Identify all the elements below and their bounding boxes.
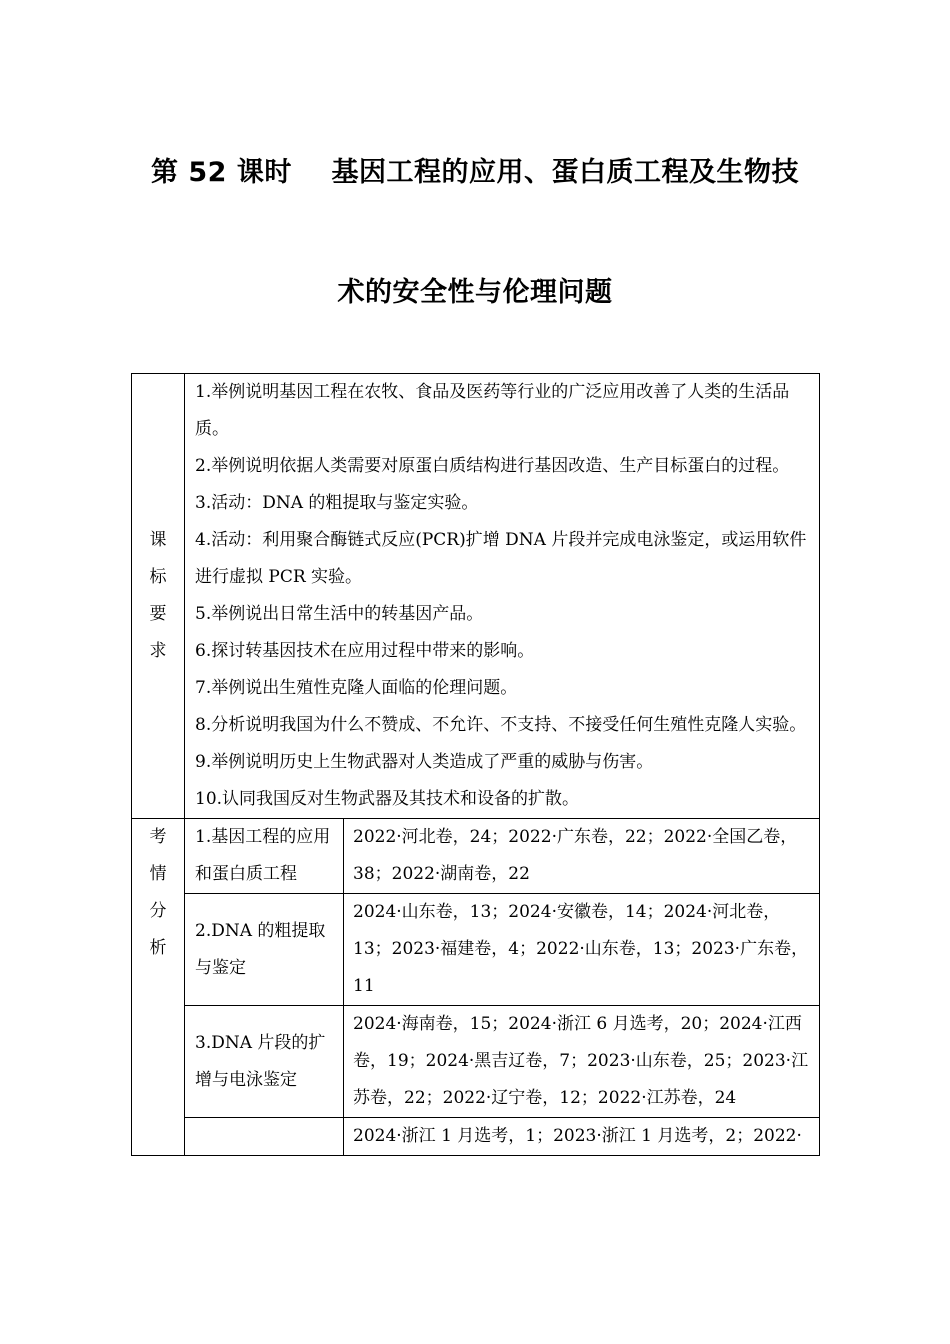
page-title-line-1: 第 52 课时 基因工程的应用、蛋白质工程及生物技 [151,157,799,188]
standard-item: 8.分析说明我国为什么不赞成、不允许、不支持、不接受任何生殖性克隆人实验。 [195,715,807,735]
standard-item: 1.举例说明基因工程在农牧、食品及医药等行业的广泛应用改善了人类的生活品质。 [195,382,790,439]
label-char: 情 [149,864,167,884]
analysis-sources: 2024·海南卷，15；2024·浙江 6 月选考，20；2024·江西卷，19；2024·黑吉辽卷，7；2023·山东卷，25；2023·江苏卷，22；2022·辽宁卷，12；2022·江苏卷，24 [344,1006,820,1118]
standards-label [132,374,185,819]
analysis-sources: 2022·河北卷，24；2022·广东卷，22；2022·全国乙卷，38；2022·湖南卷，22 [344,819,820,894]
analysis-row [132,894,820,1006]
page-title-line-2: 术的安全性与伦理问题 [337,277,613,308]
course-info-table [131,373,820,1156]
analysis-row [132,1006,820,1118]
label-char: 要 [149,604,167,624]
analysis-topic: 3.DNA 片段的扩增与电泳鉴定 [185,1006,344,1118]
analysis-topic [185,1118,344,1156]
standard-item: 2.举例说明依据人类需要对原蛋白质结构进行基因改造、生产目标蛋白的过程。 [195,456,790,476]
analysis-topic: 1.基因工程的应用和蛋白质工程 [185,819,344,894]
standard-item: 6.探讨转基因技术在应用过程中带来的影响。 [195,641,535,661]
label-char: 标 [149,567,167,587]
standard-item: 5.举例说出日常生活中的转基因产品。 [195,604,484,624]
standard-item: 7.举例说出生殖性克隆人面临的伦理问题。 [195,678,518,698]
label-char: 析 [149,938,167,958]
label-char: 考 [149,827,167,847]
standard-item: 3.活动：DNA 的粗提取与鉴定实验。 [195,493,479,513]
standard-item: 4.活动：利用聚合酶链式反应(PCR)扩增 DNA 片段并完成电泳鉴定，或运用软件进行虚拟 PCR 实验。 [195,530,807,587]
analysis-row [132,1118,820,1156]
analysis-label [132,819,185,1156]
label-char: 课 [149,530,167,550]
analysis-sources: 2024·浙江 1 月选考，1；2023·浙江 1 月选考，2；2022· [344,1118,820,1156]
standard-item: 9.举例说明历史上生物武器对人类造成了严重的威胁与伤害。 [195,752,654,772]
standard-item: 10.认同我国反对生物武器及其技术和设备的扩散。 [195,789,580,809]
analysis-sources: 2024·山东卷，13；2024·安徽卷，14；2024·河北卷，13；2023·福建卷，4；2022·山东卷，13；2023·广东卷，11 [344,894,820,1006]
standards-content [185,374,820,819]
analysis-topic: 2.DNA 的粗提取与鉴定 [185,894,344,1006]
standards-row [132,374,820,819]
label-char: 求 [149,641,167,661]
analysis-row [132,819,820,894]
label-char: 分 [149,901,167,921]
